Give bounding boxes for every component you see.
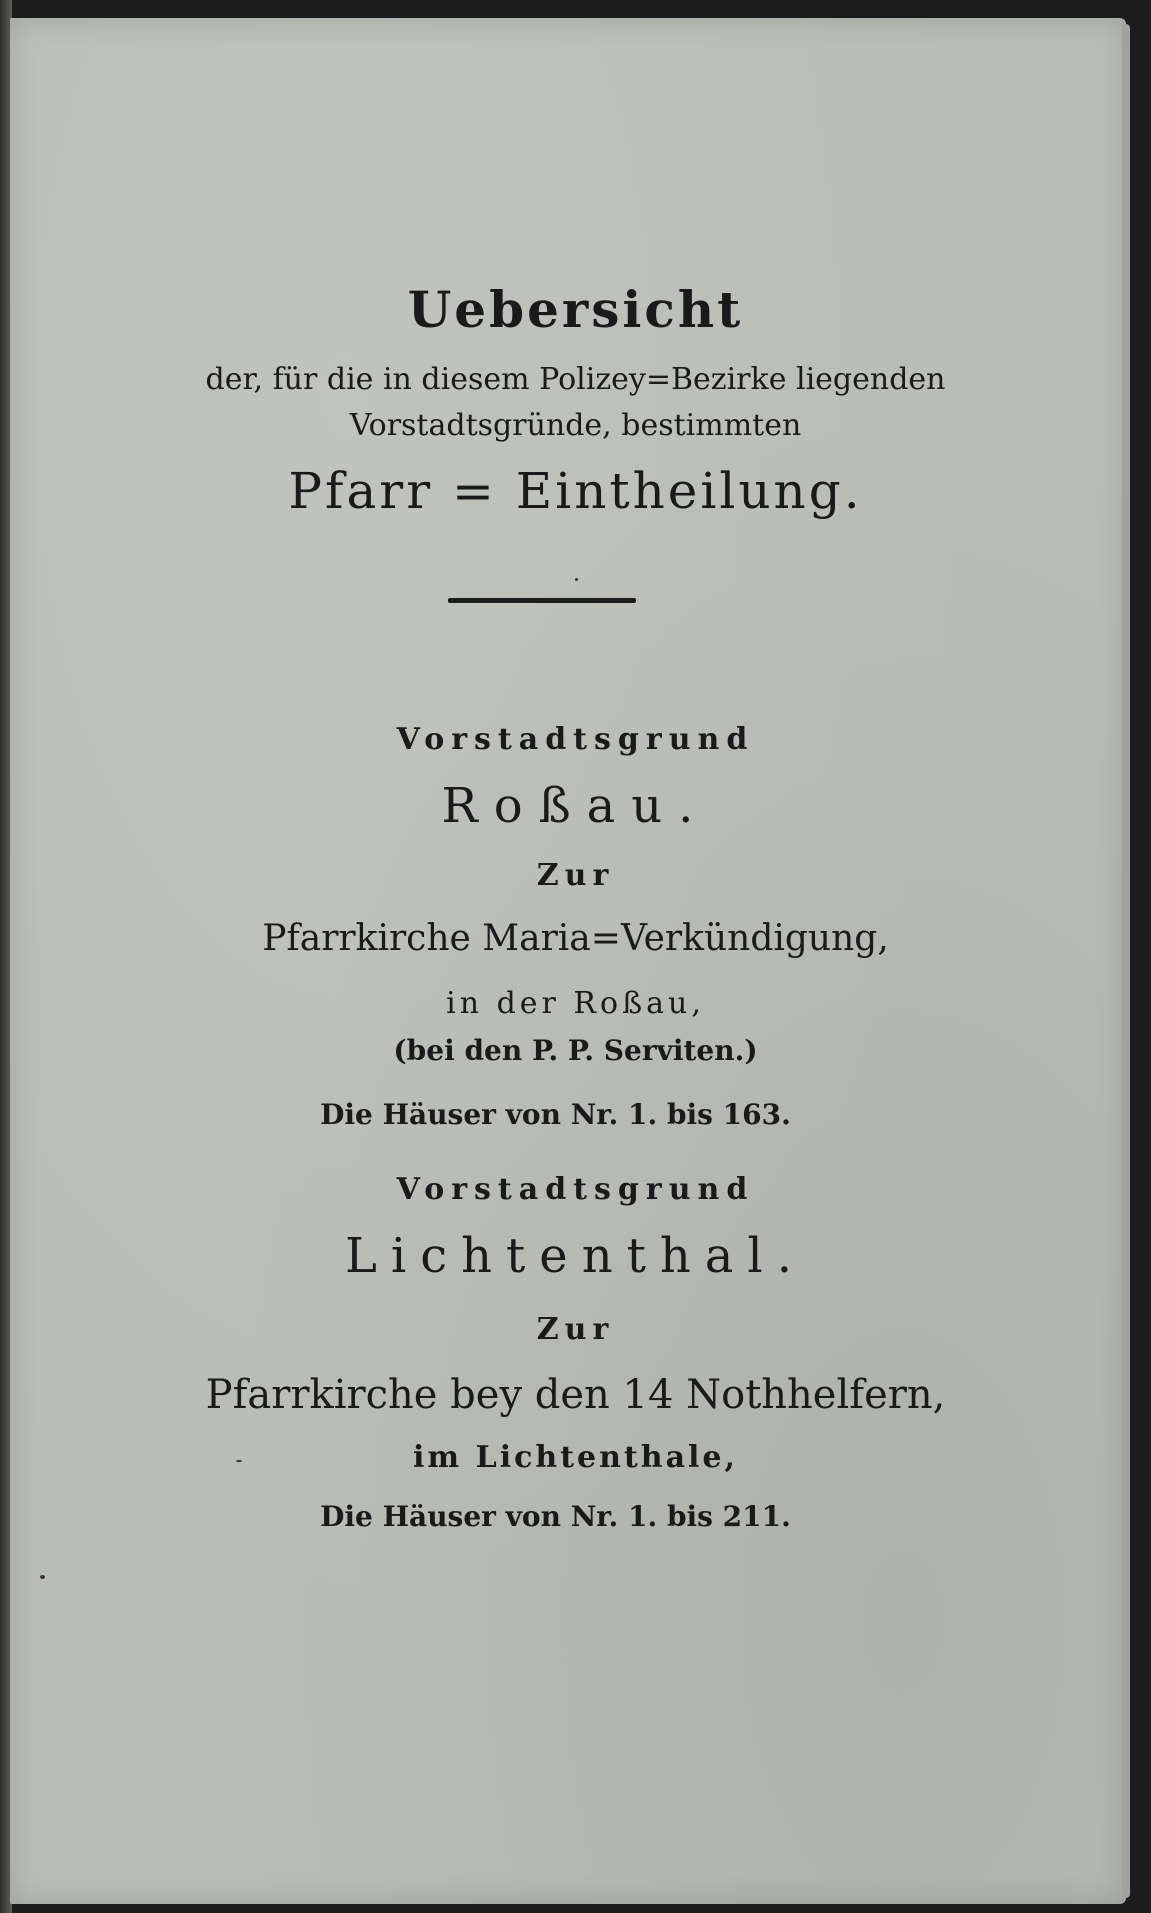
divider-rule	[448, 598, 636, 603]
ink-speck	[236, 1460, 242, 1462]
section-2-label: Vorstadtsgrund	[396, 1172, 755, 1207]
section-1-houses: Die Häuser von Nr. 1. bis 163.	[320, 1098, 791, 1131]
ink-speck	[40, 1575, 45, 1579]
document-title: Pfarr = Eintheilung.	[288, 462, 863, 520]
subtitle-line-2: Vorstadtsgründe, bestimmten	[349, 408, 802, 443]
subtitle-line-1: der, für die in diesem Polizey=Bezirke liegenden	[205, 362, 946, 397]
section-2-zur: Zur	[536, 1312, 615, 1347]
section-1-order: (bei den P. P. Serviten.)	[393, 1034, 758, 1067]
section-2-houses: Die Häuser von Nr. 1. bis 211.	[320, 1500, 791, 1533]
section-2-name: Lichtenthal.	[344, 1228, 807, 1284]
section-1-zur: Zur	[536, 858, 615, 893]
ink-speck	[575, 578, 578, 581]
document-heading: Uebersicht	[407, 280, 744, 339]
section-1-label: Vorstadtsgrund	[396, 722, 755, 757]
section-1-name: Roßau.	[441, 778, 710, 834]
section-1-location: in der Roßau,	[446, 986, 705, 1021]
section-2-location: im Lichtenthale,	[413, 1440, 738, 1475]
section-2-church: Pfarrkirche bey den 14 Nothhelfern,	[205, 1372, 946, 1418]
section-1-church: Pfarrkirche Maria=Verkündigung,	[262, 918, 889, 959]
